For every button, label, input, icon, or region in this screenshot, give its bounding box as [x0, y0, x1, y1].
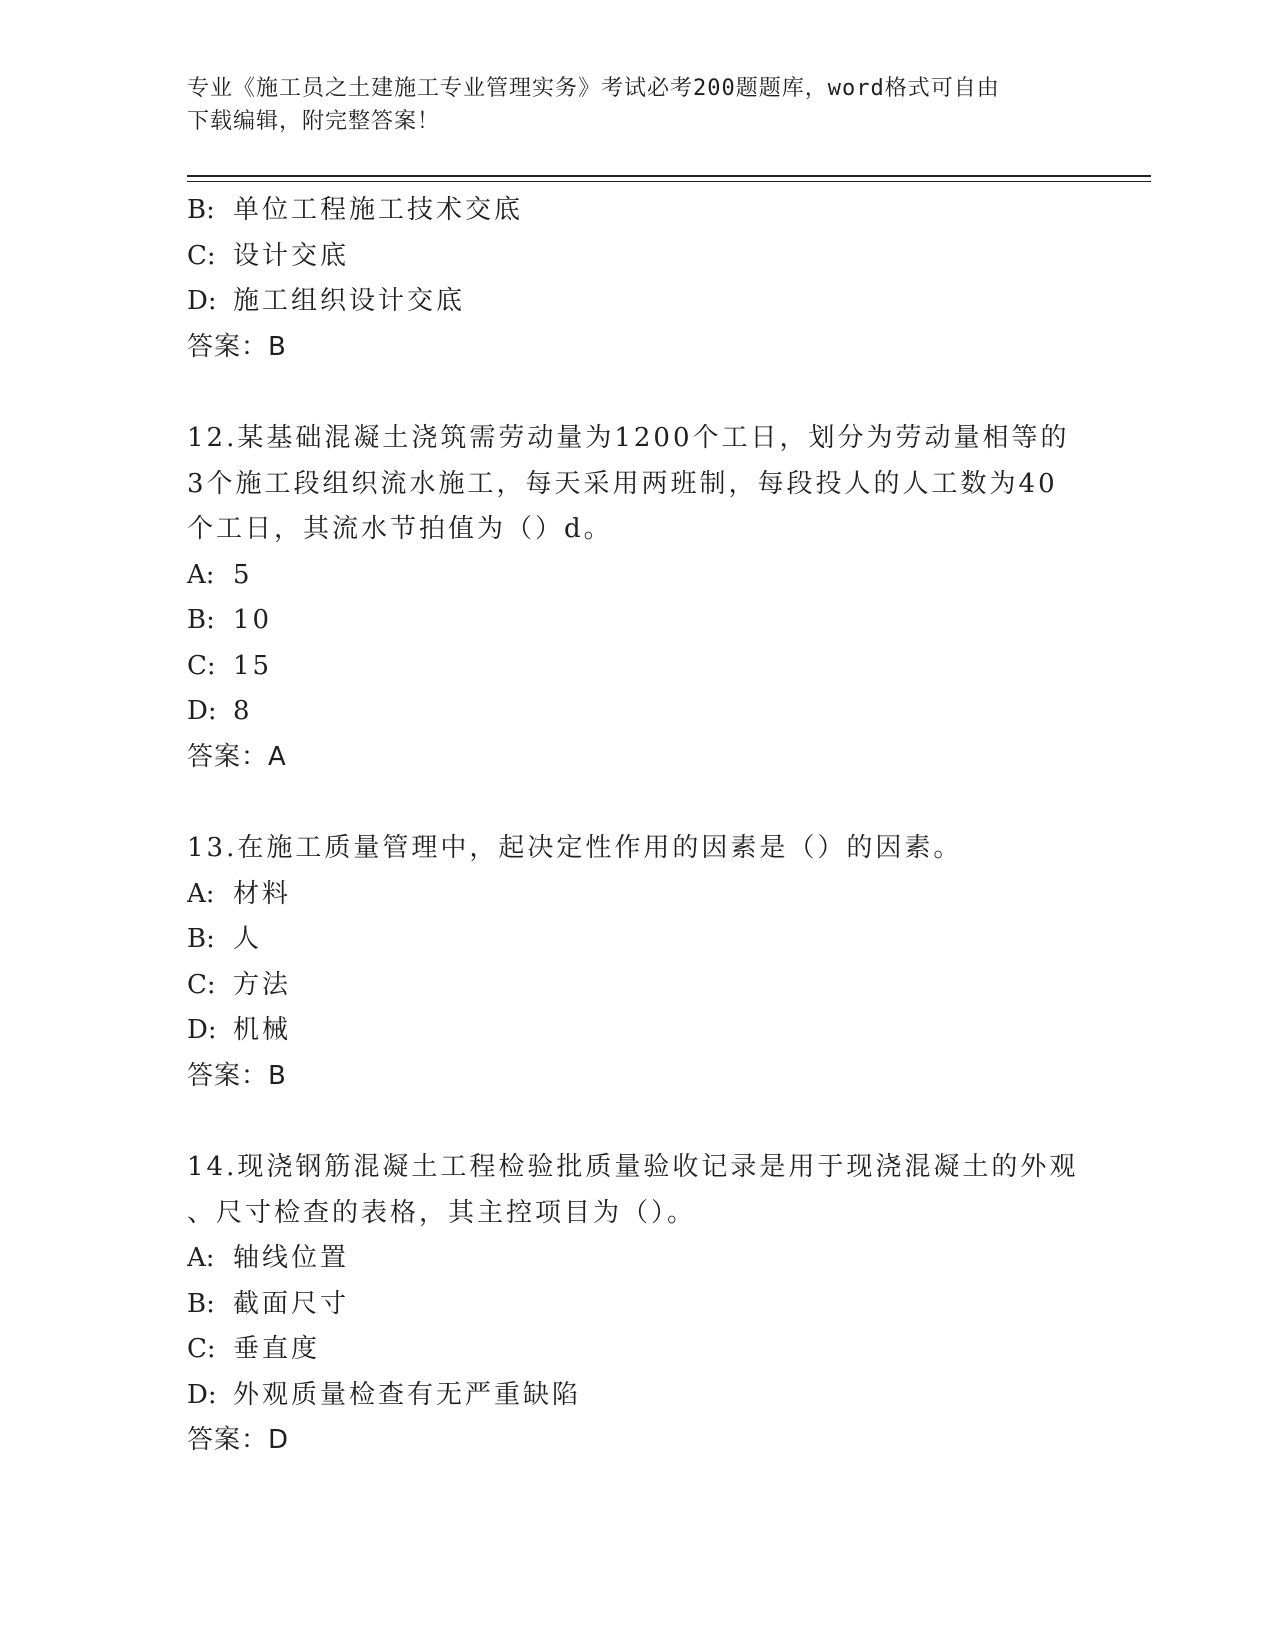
option-text: 人 — [233, 924, 263, 954]
option-line — [187, 644, 1087, 690]
option-line — [187, 188, 1087, 234]
option-line — [187, 553, 1087, 599]
option-text: 施工组织设计交底 — [233, 286, 466, 316]
option-line — [187, 1373, 1087, 1419]
option-text: 方法 — [233, 969, 292, 1000]
option-line — [187, 917, 1087, 963]
answer-line: 答案：D — [187, 1425, 290, 1455]
option-letter: C: — [187, 650, 216, 681]
option-letter: C: — [187, 1334, 216, 1364]
option-text: 5 — [233, 559, 253, 590]
option-text: 单位工程施工技术交底 — [233, 195, 524, 225]
question-content — [187, 188, 1087, 1464]
option-letter: D: — [187, 696, 217, 726]
header-line-1: 专业《施工员之土建施工专业管理实务》考试必考200题题库，word格式可自由 — [187, 76, 1000, 101]
question-stem-line: 12.某基础混凝土浇筑需劳动量为1200个工日，划分为劳动量相等的 — [187, 423, 1070, 453]
option-text: 机械 — [233, 1015, 292, 1045]
spacer — [187, 370, 1087, 416]
header-divider-thin — [187, 181, 1151, 182]
question-14 — [187, 1145, 1087, 1464]
answer-line: 答案：B — [187, 1060, 287, 1091]
option-text: 10 — [233, 605, 273, 635]
option-letter: B: — [187, 1288, 215, 1319]
question-stem-line: 3个施工段组织流水施工，每天采用两班制，每段投人的人工数为40 — [187, 468, 1058, 499]
option-line — [187, 1236, 1087, 1282]
question-13 — [187, 826, 1087, 1099]
option-letter: C: — [187, 969, 216, 1000]
option-text: 设计交底 — [233, 240, 350, 271]
spacer — [187, 780, 1087, 826]
document-header — [187, 72, 1067, 138]
option-letter: A: — [187, 559, 215, 590]
option-text: 垂直度 — [233, 1334, 321, 1364]
question-stem-line: 14.现浇钢筋混凝土工程检验批质量验收记录是用于现浇混凝土的外观 — [187, 1152, 1079, 1182]
option-text: 轴线位置 — [233, 1243, 350, 1273]
option-line — [187, 872, 1087, 918]
question-12 — [187, 416, 1087, 780]
option-letter: C: — [187, 240, 216, 271]
option-text: 15 — [233, 650, 273, 681]
option-letter: A: — [187, 1243, 215, 1273]
option-letter: B: — [187, 605, 215, 635]
answer-line: 答案：A — [187, 741, 287, 772]
option-letter: D: — [187, 1015, 217, 1045]
option-letter: B: — [187, 195, 215, 225]
option-text: 截面尺寸 — [233, 1288, 350, 1319]
option-letter: D: — [187, 1379, 217, 1410]
option-text: 材料 — [233, 878, 292, 909]
option-line — [187, 234, 1087, 280]
option-letter: A: — [187, 878, 215, 909]
option-letter: B: — [187, 924, 215, 954]
header-divider-thick — [187, 175, 1151, 177]
option-line — [187, 1282, 1087, 1328]
answer-line: 答案：B — [187, 331, 287, 362]
question-stem-line: 、尺寸检查的表格，其主控项目为（）。 — [187, 1197, 697, 1228]
option-text: 8 — [233, 696, 253, 726]
option-line — [187, 598, 1087, 644]
question-11-continuation — [187, 188, 1087, 370]
option-line — [187, 279, 1087, 325]
option-text: 外观质量检查有无严重缺陷 — [233, 1379, 582, 1410]
option-line — [187, 1327, 1087, 1373]
header-line-2: 下载编辑，附完整答案！ — [187, 109, 441, 134]
option-line — [187, 689, 1087, 735]
option-line — [187, 963, 1087, 1009]
question-stem-line: 13.在施工质量管理中，起决定性作用的因素是（）的因素。 — [187, 833, 963, 863]
option-line — [187, 1008, 1087, 1054]
spacer — [187, 1099, 1087, 1145]
question-stem-line: 个工日，其流水节拍值为（）d。 — [187, 514, 613, 544]
option-letter: D: — [187, 286, 217, 316]
